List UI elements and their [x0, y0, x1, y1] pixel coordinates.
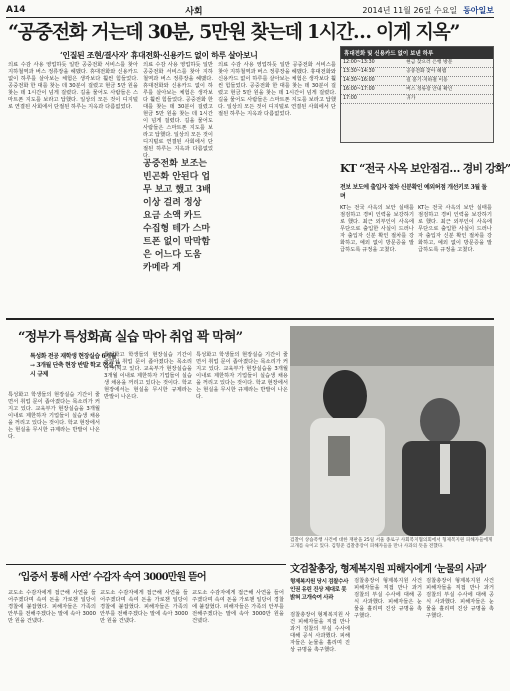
- second-body-text-3: 특성화고 학생들의 현장실습 기간이 줄면서 취업 문이 좁아졌다는 목소리가 커지고 있다. 교육부가 현장실습을 3개월 이내로 제한하자 기업들이 실습생 채용을 꺼리고 있다는 것이다. 학교 현장에서는 현실을 무시한 규제라는 반발이 나온다.: [196, 352, 288, 400]
- bottom-headline: ‘입증서 통해 사연’ 수감자 속여 3000만원 뜯어: [18, 572, 206, 583]
- schedule-title: 휴대전화 및 신용카드 없이 보낸 하루: [341, 47, 493, 59]
- lead-body-col1: [8, 62, 138, 320]
- lead-body-text-2: 의료 수감 사용 영업하듯 일반 공중전화 서비스를 찾아 지하철역과 버스 정류장을 헤맸다. 휴대전화와 신용카드 없이 하루를 살아보는 체험은 생각보다 훨씬 힘들었다. 공중전화 한 대를 찾는 데 30분이 걸렸고 현금 5만 원을 찾는 데 1시간이 넘게 걸렸다. 길을 물어도 사람들은 스마트폰 지도를 보라고 답했다. 일상의 모든 것이 디지털로 연결된 사회에서 단절된 하루는 지옥과 다름없었다.: [143, 62, 213, 159]
- bottom-body-col3: [192, 590, 284, 687]
- second-body-col1: [8, 392, 100, 557]
- lead-headline: “공중전화 거는데 30분, 5만원 찾는데 1시간… 이게 지옥”: [8, 21, 460, 43]
- schedule-box: [340, 46, 494, 143]
- lead-body-text: 의료 수감 사용 영업하듯 일반 공중전화 서비스를 찾아 지하철역과 버스 정류장을 헤맸다. 휴대전화와 신용카드 없이 하루를 살아보는 체험은 생각보다 훨씬 힘들었다. 공중전화 한 대를 찾는 데 30분이 걸렸고 현금 5만 원을 찾는 데 1시간이 넘게 걸렸다. 길을 물어도 사람들은 스마트폰 지도를 보라고 답했다. 일상의 모든 것이 디지털로 연결된 사회에서 단절된 하루는 지옥과 다름없었다.: [8, 62, 138, 110]
- lead-body-col2: [143, 62, 213, 159]
- bottom-body-col1: [8, 590, 96, 687]
- apology-body-col1: [290, 612, 350, 687]
- schedule-table: [341, 59, 493, 104]
- apology-body-text-3: 검찰총장이 형제복지원 사건 피해자들을 직접 만나 과거 검찰의 부실 수사에 대해 공식 사과했다. 피해자들은 눈물을 흘리며 진상 규명을 촉구했다.: [426, 578, 494, 619]
- news-photo: [290, 326, 494, 536]
- bottom-body-text-3: 교도소 수감자에게 접근해 사연을 들어주겠다며 속여 돈을 가로챈 일당이 경찰에 붙잡혔다. 피해자들은 가족의 안부를 전해주겠다는 말에 속아 3000만 원을 건넸다.: [192, 590, 284, 624]
- kt-body-col1: [340, 205, 414, 313]
- lead-body-text-3: 의료 수감 사용 영업하듯 일반 공중전화 서비스를 찾아 지하철역과 버스 정류장을 헤맸다. 휴대전화와 신용카드 없이 하루를 살아보는 체험은 생각보다 훨씬 힘들었다. 공중전화 한 대를 찾는 데 30분이 걸렸고 현금 5만 원을 찾는 데 1시간이 넘게 걸렸다. 길을 물어도 사람들은 스마트폰 지도를 보라고 답했다. 일상의 모든 것이 디지털로 연결된 사회에서 단절된 하루는 지옥과 다름없었다.: [218, 62, 336, 117]
- photo-caption: 검찰이 상습폭행 사건에 대한 재판을 25일 서울 종로구 사회복지협의회에서 형제복지원 피해자들에게 고개를 숙이고 있다. 김형준 검찰총장이 피해자들을 만나 사과의 뜻을 전했다.: [290, 538, 493, 549]
- lead-body-col3: [218, 62, 336, 312]
- schedule-row: 14:30~16:00 길 묻기·지하철 이동: [341, 77, 493, 86]
- second-body-col2: [104, 352, 192, 562]
- second-body-text-2: 특성화고 학생들의 현장실습 기간이 줄면서 취업 문이 좁아졌다는 목소리가 커지고 있다. 교육부가 현장실습을 3개월 이내로 제한하자 기업들이 실습생 채용을 꺼리고 있다는 것이다. 학교 현장에서는 현실을 무시한 규제라는 반발이 나온다.: [104, 352, 192, 400]
- apology-subhead: 형제복지원 당시 검찰수사 인권 유린 진상 제대로 못밝혀 고개숙여 사과: [290, 579, 349, 601]
- second-body-text: 특성화고 학생들의 현장실습 기간이 줄면서 취업 문이 좁아졌다는 목소리가 커지고 있다. 교육부가 현장실습을 3개월 이내로 제한하자 기업들이 실습생 채용을 꺼리고 있다는 것이다. 학교 현장에서는 현실을 무시한 규제라는 반발이 나온다.: [8, 392, 100, 440]
- apology-body-col3: [426, 578, 494, 687]
- section-divider: [6, 318, 494, 320]
- second-body-col3: [196, 352, 288, 562]
- lead-subhead: ‘인질된 조현/결사자’ 휴대전화·신용카드 없이 하루 살아보니: [60, 50, 258, 60]
- bottom-body-col2: [100, 590, 188, 687]
- schedule-row: 16:00~17:00 버스 정류장 안내 확인: [341, 86, 493, 95]
- apology-body-text-2: 검찰총장이 형제복지원 사건 피해자들을 직접 만나 과거 검찰의 부실 수사에 대해 공식 사과했다. 피해자들은 눈물을 흘리며 진상 규명을 촉구했다.: [354, 578, 422, 619]
- kt-body-text-2: KT는 전국 사옥의 보안 실태를 점검하고 경비 인력을 보강하기로 했다. 최근 외부인이 사옥에 무단으로 출입한 사실이 드러나자 출입자 신분 확인 절차를 강화하고, 예외 없이 방문증을 발급하도록 규정을 고쳤다.: [418, 205, 492, 253]
- apology-headline: 文검찰총장, 형제복지원 피해자에게 ‘눈물의 사과’: [290, 564, 487, 575]
- kt-body-text: KT는 전국 사옥의 보안 실태를 점검하고 경비 인력을 보강하기로 했다. 최근 외부인이 사옥에 무단으로 출입한 사실이 드러나자 출입자 신분 확인 절차를 강화하고, 예외 없이 방문증을 발급하도록 규정을 고쳤다.: [340, 205, 414, 253]
- schedule-row: 12:00~13:30 현금 찾으러 은행 방문: [341, 59, 493, 68]
- schedule-row: 17:00 귀가: [341, 95, 493, 104]
- issue-date: 2014년 11월 26일 수요일: [362, 5, 458, 15]
- page-number: A14: [6, 5, 26, 15]
- paper-logo: 동아일보: [463, 5, 494, 15]
- second-headline: “정부가 특성화高 실습 막아 취업 꽉 막혀”: [18, 330, 243, 345]
- pull-quote: 공중전화 보조는 빈곤화 안된다 업무 보고 했고 3배이상 걸려 정상 요금 소액 카드 수집형 테가 스마트폰 없이 막막함은 어느다 도움 카메라 게: [143, 159, 211, 273]
- kt-headline: KT “전국 사옥 보안점검… 경비 강화”: [340, 162, 510, 175]
- second-subhead: 특성화 전공 재학생 현장실습 6개월 → 3개월 단축 현장 반발 학교 현실 무시 규제: [30, 353, 121, 378]
- apology-body-text: 검찰총장이 형제복지원 사건 피해자들을 직접 만나 과거 검찰의 부실 수사에 대해 공식 사과했다. 피해자들은 눈물을 흘리며 진상 규명을 촉구했다.: [290, 612, 350, 653]
- masthead: [6, 3, 494, 18]
- section-name: 사회: [185, 6, 203, 17]
- kt-body-col2: [418, 205, 492, 313]
- schedule-row: 13:30~14:30 공중전화 찾아 헤맴: [341, 68, 493, 77]
- bottom-divider: [6, 564, 286, 565]
- news-photo-image: [290, 326, 494, 536]
- bottom-body-text: 교도소 수감자에게 접근해 사연을 들어주겠다며 속여 돈을 가로챈 일당이 경찰에 붙잡혔다. 피해자들은 가족의 안부를 전해주겠다는 말에 속아 3000만 원을 건넸다.: [8, 590, 96, 624]
- apology-body-col2: [354, 578, 422, 687]
- bottom-body-text-2: 교도소 수감자에게 접근해 사연을 들어주겠다며 속여 돈을 가로챈 일당이 경찰에 붙잡혔다. 피해자들은 가족의 안부를 전해주겠다는 말에 속아 3000만 원을 건넸다.: [100, 590, 188, 624]
- kt-subhead: 전보 보도에 출입자 절차 신분확인 예외허점 개선키로 3월 돌며: [340, 184, 487, 200]
